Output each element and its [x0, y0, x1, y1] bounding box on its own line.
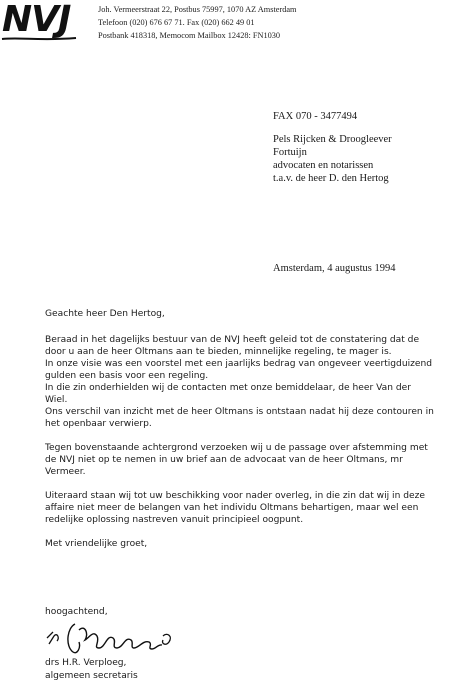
recipient-line: t.a.v. de heer D. den Hertog: [273, 173, 389, 184]
paragraph: [45, 490, 450, 526]
letterhead-bank: Postbank 418318, Memocom Mailbox 12428: FN1030: [98, 31, 281, 40]
salutation: Geachte heer Den Hertog,: [45, 309, 165, 319]
body-line: Wiel.: [45, 395, 68, 405]
letterhead-phone: Telefoon (020) 676 67 71. Fax (020) 662 49 01: [98, 18, 255, 27]
body-line: Vermeer.: [45, 467, 86, 477]
body-line: door u aan de heer Oltmans aan te bieden, minnelijke regeling, te mager is.: [45, 347, 392, 357]
logo-underline-graphic: [0, 36, 78, 42]
letter-body: [45, 308, 450, 550]
nvj-logo: NVJ: [2, 0, 71, 40]
body-line: Beraad in het dagelijks bestuur van de NVJ heeft geleid tot de constatering dat de: [45, 335, 420, 345]
body-line: redelijke oplossing nastreven vanuit principieel oogpunt.: [45, 515, 304, 525]
body-line: Ons verschil van inzicht met de heer Oltmans is ontstaan nadat hij deze contouren in: [45, 407, 434, 417]
body-line: affaire niet meer de belangen van het individu Oltmans behartigen, maar wel een: [45, 503, 419, 513]
body-line: Uiteraard staan wij tot uw beschikking voor nader overleg, in die zin dat wij in deze: [45, 491, 425, 501]
signer-title: algemeen secretaris: [45, 671, 138, 681]
letter-date: Amsterdam, 4 augustus 1994: [273, 263, 396, 274]
recipient-line: Fortuijn: [273, 147, 307, 158]
body-line: het openbaar verwierp.: [45, 419, 152, 429]
body-line: In die zin onderhielden wij de contacten met onze bemiddelaar, de heer Van der: [45, 383, 411, 393]
body-line: In onze visie was een voorstel met een jaarlijks bedrag van ongeveer veertigduizend: [45, 359, 433, 369]
handwritten-signature: [45, 616, 185, 656]
recipient-block: [273, 110, 392, 185]
recipient-line: advocaten en notarissen: [273, 160, 374, 171]
closing: hoogachtend,: [45, 607, 108, 617]
paragraph: [45, 442, 450, 478]
signer-name: drs H.R. Verploeg,: [45, 658, 127, 668]
recipient-line: Pels Rijcken & Droogleever: [273, 134, 392, 145]
letterhead-address: Joh. Vermeerstraat 22, Postbus 75997, 1070 AZ Amsterdam: [98, 5, 297, 14]
body-line: Tegen bovenstaande achtergrond verzoeken wij u de passage over afstemming met: [45, 443, 428, 453]
letterhead-contact: [98, 3, 297, 42]
fax-number: FAX 070 - 3477494: [273, 111, 358, 122]
paragraph: [45, 334, 450, 430]
paragraph: [45, 538, 450, 550]
body-line: Met vriendelijke groet,: [45, 539, 148, 549]
body-line: de NVJ niet op te nemen in uw brief aan de advocaat van de heer Oltmans, mr: [45, 455, 403, 465]
signature-block: [45, 608, 305, 688]
body-line: gulden een basis voor een regeling.: [45, 371, 209, 381]
